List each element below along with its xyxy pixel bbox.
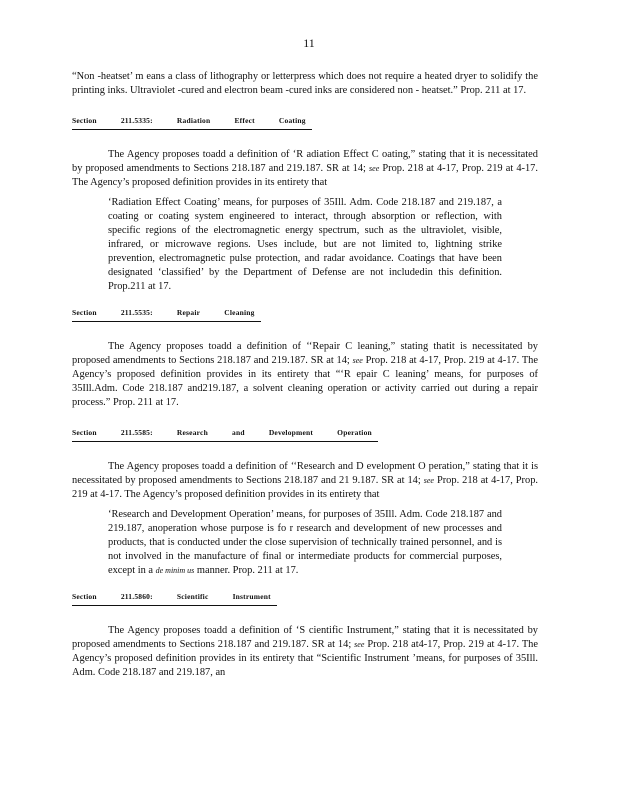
section-heading-5335 bbox=[72, 114, 538, 148]
section-title-word: and bbox=[232, 428, 245, 437]
section-title-word: Scientific bbox=[176, 592, 209, 601]
section-title-word: Coating bbox=[278, 116, 306, 125]
section-heading-5585 bbox=[72, 426, 538, 460]
blockquote-research-definition: ‘Research and Development Operation’ means, for purposes of 35Ill. Adm. Code 218.187 and 219.187, anoperation whose purpose is fo r research and development of new processes and products, that is conducted under the close supervision of technically trained personnel, and is not involved in the manufacture of final or intermediate products for commercial purposes, except in a de minim us manner. Prop. 211 at 17. bbox=[108, 509, 502, 576]
section-number: 211.5860: bbox=[120, 592, 153, 601]
section-label: Section bbox=[72, 428, 97, 437]
section-title-word: Effect bbox=[234, 116, 255, 125]
section-title-word: Repair bbox=[176, 308, 201, 317]
section-heading-5860 bbox=[72, 590, 538, 624]
section-label: Section bbox=[72, 116, 97, 125]
section-title-word: Operation bbox=[337, 428, 372, 437]
section-title-word: Research bbox=[176, 428, 208, 437]
see-italic: see bbox=[423, 476, 434, 485]
section-label: Section bbox=[72, 592, 97, 601]
section-title-word: Radiation bbox=[176, 116, 211, 125]
see-italic: see bbox=[369, 164, 380, 173]
section-title-word: Development bbox=[268, 428, 314, 437]
paragraph-radiation-intro: The Agency proposes toadd a definition of ‘R adiation Effect C oating,” stating that it is necessitated by proposed amendments to Sections 218.187 and 219.187. SR at 14; see Prop. 218 at 4-17, Prop. 219 at 4-17. The Agency’s proposed definition provides in its entirety that bbox=[72, 149, 538, 188]
section-title-word: Cleaning bbox=[224, 308, 255, 317]
see-italic: see bbox=[352, 356, 363, 365]
page-number: 11 bbox=[303, 36, 315, 50]
document-body bbox=[72, 70, 538, 680]
paragraph-research-intro: The Agency proposes toadd a definition of ‘‘Research and D evelopment O peration,” stating that it is necessitated by proposed amendments to Sections 218.187 and 21 9.187. SR at 14; see Prop. 218 at 4-17, Prop. 219 at 4-17. The Agency’s proposed definition provides in its entirety that bbox=[72, 461, 538, 500]
see-italic: see bbox=[354, 640, 365, 649]
section-title-word: Instrument bbox=[232, 592, 271, 601]
paragraph-repair-cleaning: The Agency proposes toadd a definition of ‘‘Repair C leaning,” stating thatit is necessitated by proposed amendments to Sections 218.187 and 219.187. SR at 14; see Prop. 218 at 4-17, Prop. 219 at 4-17. The Agency’s proposed definition provides in its entirety that “‘R epair C leaning’ means, for purposes of 35Ill.Adm. Code 218.187 and219.187, a solvent cleaning operation or activity carried out during a repair process.” Prop. 211 at 17. bbox=[72, 341, 538, 408]
section-number: 211.5535: bbox=[120, 308, 153, 317]
paragraph-scientific-instrument: The Agency proposes toadd a definition of ‘S cientific Instrument,” stating that it is necessitated by proposed amendments to Sections 218.187 and 219.187. SR at 14; see Prop. 218 at4-17, Prop. 219 at 4-17. The Agency’s proposed definition provides in its entirety that “Scientific Instrument ’means, for purposes of 35Ill. Adm. Code 218.187 and 219.187, an bbox=[72, 625, 538, 678]
section-number: 211.5585: bbox=[120, 428, 153, 437]
de-minimus-italic: de minim us bbox=[155, 566, 195, 575]
paragraph-nonheatset-definition: “Non -heatset’ m eans a class of lithography or letterpress which does not require a heated dryer to solidify the printing inks. Ultraviolet -cured and electron beam -cured inks are considered non - heatset.” Prop. 211 at 17. bbox=[72, 71, 538, 96]
section-label: Section bbox=[72, 308, 97, 317]
section-number: 211.5335: bbox=[120, 116, 153, 125]
blockquote-radiation-definition: ‘Radiation Effect Coating’ means, for purposes of 35Ill. Adm. Code 218.187 and 219.187, a coating or coating system engineered to interact, through absorption or reflection, with specific regions of the electromagnetic energy spectrum, such as the ultraviolet, visible, infrared, or microwave regions. Uses include, but are not limited to, lightning strike prevention, electromagnetic pulse protection, and radar avoidance. Coatings that have been designated ‘classified’ by the Department of Defense are not includedin this definition. Prop.211 at 17. bbox=[108, 197, 502, 292]
section-heading-5535 bbox=[72, 306, 538, 340]
